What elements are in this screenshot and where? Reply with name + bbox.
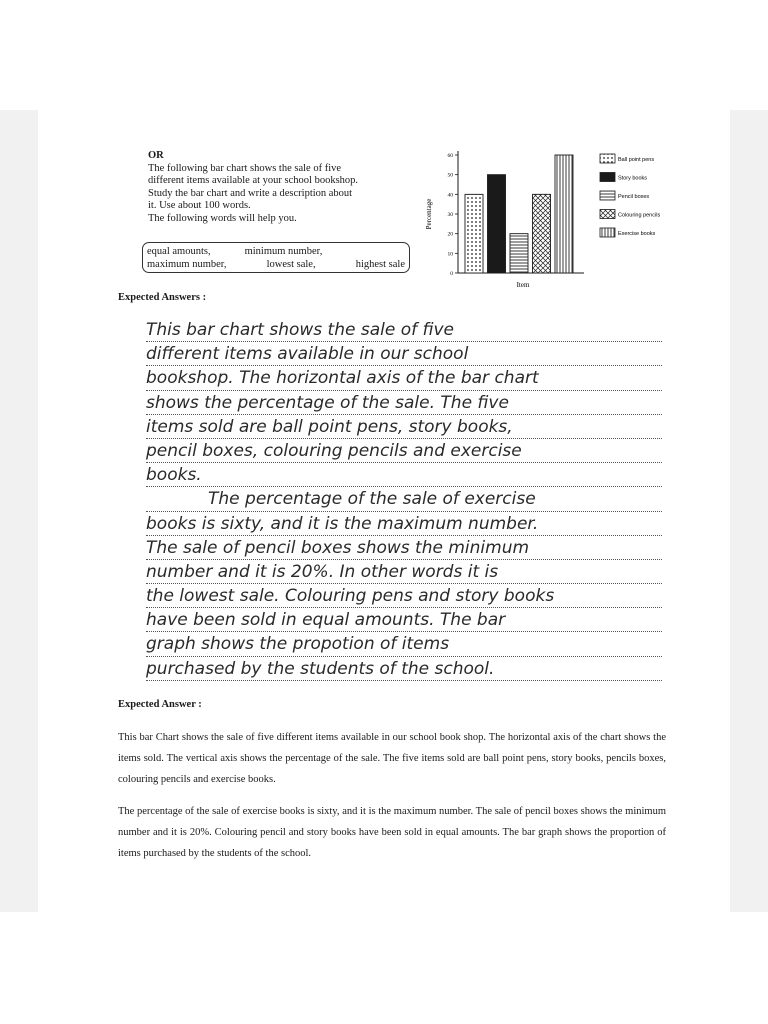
- y-tick-label: 0: [450, 271, 453, 277]
- handwritten-line: The sale of pencil boxes shows the minimum: [146, 536, 662, 560]
- expected-answer-heading: Expected Answer :: [118, 699, 202, 710]
- helper-word: maximum number,: [147, 259, 227, 270]
- handwritten-line: purchased by the students of the school.: [146, 657, 662, 681]
- handwritten-line: pencil boxes, colouring pencils and exercise: [146, 439, 662, 463]
- prompt-line: Study the bar chart and write a description about: [148, 187, 353, 199]
- handwritten-answer: [146, 318, 662, 681]
- legend-swatch: [600, 210, 615, 219]
- legend-label: Colouring pencils: [618, 212, 661, 219]
- handwritten-line: bookshop. The horizontal axis of the bar chart: [146, 366, 662, 390]
- legend-swatch: [600, 191, 615, 200]
- helper-word: highest sale: [355, 259, 405, 270]
- legend-label: Story books: [618, 175, 648, 182]
- handwritten-line: This bar chart shows the sale of five: [146, 318, 662, 342]
- handwritten-line: have been sold in equal amounts. The bar: [146, 608, 662, 632]
- x-axis-label: Item: [516, 281, 530, 289]
- y-axis-label: Percentage: [425, 198, 433, 230]
- legend-label: Ball point pens: [618, 157, 655, 163]
- bar: [555, 155, 573, 273]
- legend-swatch: [600, 154, 615, 163]
- y-tick-label: 40: [447, 192, 453, 199]
- typed-paragraph: The percentage of the sale of exercise books is sixty, and it is the maximum number. The sale of pencil boxes shows the minimum number and it is 20%. Colouring pencil and story books have been sold in equal amounts. The bar graph shows the proportion of items purchased by the students of the school.: [118, 806, 666, 859]
- or-label: OR: [148, 150, 164, 161]
- handwritten-line: number and it is 20%. In other words it is: [146, 560, 662, 584]
- legend-label: Exercise books: [618, 231, 656, 237]
- helper-word: minimum number,: [244, 246, 323, 257]
- sales-bar-chart: [418, 148, 680, 296]
- prompt-line: The following words will help you.: [148, 212, 297, 224]
- helper-word-box: [142, 242, 410, 273]
- helper-word: lowest sale,: [266, 259, 316, 270]
- handwritten-line: the lowest sale. Colouring pens and story books: [146, 584, 662, 608]
- prompt-line: it. Use about 100 words.: [148, 200, 251, 211]
- handwritten-line: shows the percentage of the sale. The five: [146, 391, 662, 415]
- legend-swatch: [600, 173, 615, 182]
- handwritten-line: books is sixty, and it is the maximum number.: [146, 512, 662, 536]
- prompt-line: The following bar chart shows the sale of five: [148, 162, 342, 174]
- y-tick-label: 50: [447, 172, 453, 179]
- y-tick-label: 60: [447, 153, 453, 159]
- bar: [488, 175, 506, 273]
- bar: [510, 234, 528, 273]
- handwritten-line: graph shows the propotion of items: [146, 632, 662, 656]
- bar: [465, 194, 483, 273]
- y-tick-label: 20: [447, 231, 453, 238]
- expected-answers-heading: Expected Answers :: [118, 292, 207, 303]
- handwritten-line: The percentage of the sale of exercise: [146, 487, 662, 511]
- y-tick-label: 10: [447, 251, 453, 258]
- essay-prompt: [148, 150, 420, 225]
- handwritten-line: books.: [146, 463, 662, 487]
- y-tick-label: 30: [447, 212, 453, 218]
- helper-word: equal amounts,: [147, 246, 211, 257]
- typed-paragraph: This bar Chart shows the sale of five different items available in our school book shop. The horizontal axis of the chart shows the items sold. The vertical axis shows the percentage of the sale. The five items sold are ball point pens, story books, pencils boxes, colouring pencils and exercise books.: [118, 732, 666, 785]
- prompt-line: different items available at your school bookshop.: [148, 175, 359, 186]
- handwritten-line: items sold are ball point pens, story books,: [146, 415, 662, 439]
- legend-swatch: [600, 228, 615, 237]
- legend-label: Pencil boxes: [618, 194, 650, 200]
- bar: [533, 194, 551, 273]
- handwritten-line: different items available in our school: [146, 342, 662, 366]
- typed-answer: [118, 727, 666, 875]
